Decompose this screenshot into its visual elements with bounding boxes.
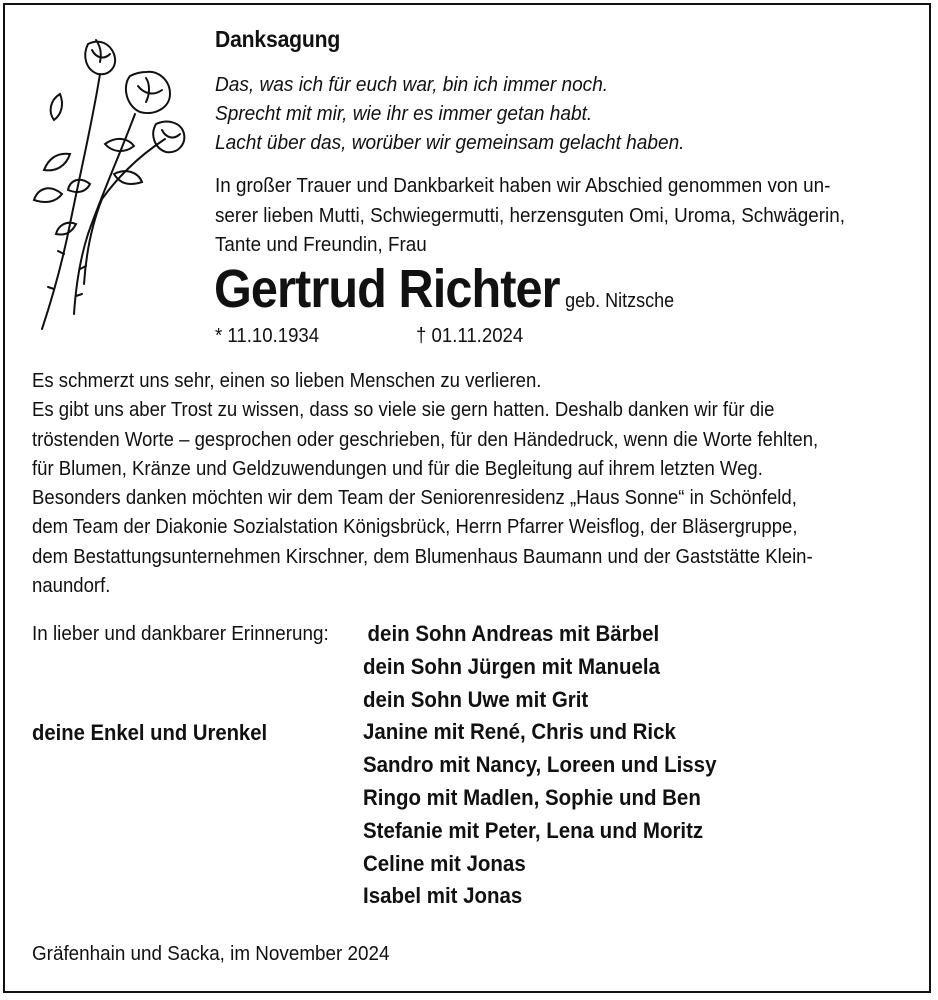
poem-line: Sprecht mit mir, wie ihr es immer getan habt. xyxy=(215,102,593,125)
mourner: dein Sohn Uwe mit Grit xyxy=(363,686,589,712)
mourner: Stefanie mit Peter, Lena und Moritz xyxy=(363,817,704,843)
body-line: für Blumen, Kränze und Geldzuwendungen und für die Begleitung auf ihrem letzten Weg. xyxy=(32,456,763,480)
heading: Danksagung xyxy=(215,26,341,52)
mourner: Janine mit René, Chris und Rick xyxy=(363,719,676,745)
intro-line: Tante und Freundin, Frau xyxy=(215,233,427,256)
poem-line: Lacht über das, worüber wir gemeinsam gelacht haben. xyxy=(215,131,685,154)
mourners-list xyxy=(363,618,716,913)
deceased-name-row xyxy=(214,258,674,320)
closing-place-date: Gräfenhain und Sacka, im November 2024 xyxy=(32,942,390,965)
intro-line: serer lieben Mutti, Schwiegermutti, herzensguten Omi, Uroma, Schwägerin, xyxy=(215,203,845,227)
body-line: tröstenden Worte – gesprochen oder geschrieben, für den Händedruck, wenn die Worte fehlten, xyxy=(32,427,819,451)
mourner: Sandro mit Nancy, Loreen und Lissy xyxy=(363,752,717,778)
mourner: dein Sohn Jürgen mit Manuela xyxy=(363,653,660,679)
death-date: † 01.11.2024 xyxy=(416,325,524,347)
mourner: Celine mit Jonas xyxy=(363,850,526,876)
mourner: Ringo mit Madlen, Sophie und Ben xyxy=(363,784,701,810)
intro-text xyxy=(215,171,845,260)
body-line: dem Team der Diakonie Sozialstation Königsbrück, Herrn Pfarrer Weisflog, der Bläsergruppe, xyxy=(32,515,798,539)
mourner: dein Sohn Andreas mit Bärbel xyxy=(367,621,660,646)
poem-line: Das, was ich für euch war, bin ich immer noch. xyxy=(215,73,609,96)
rose-illustration xyxy=(30,34,195,334)
body-line: Besonders danken möchten wir dem Team der Seniorenresidenz „Haus Sonne“ in Schönfeld, xyxy=(32,486,797,510)
intro-line: In großer Trauer und Dankbarkeit haben wir Abschied genommen von un- xyxy=(215,174,831,197)
body-line: Es schmerzt uns sehr, einen so lieben Menschen zu verlieren. xyxy=(32,369,542,392)
birth-name: geb. Nitzsche xyxy=(565,290,675,312)
poem xyxy=(215,70,684,157)
grandkids-label: deine Enkel und Urenkel xyxy=(32,720,268,745)
memory-label: In lieber und dankbarer Erinnerung: xyxy=(32,622,329,645)
body-line: naundorf. xyxy=(32,574,111,598)
thanks-text xyxy=(32,366,818,600)
body-line: dem Bestattungsunternehmen Kirschner, dem Blumenhaus Baumann und der Gaststätte Klein- xyxy=(32,544,813,568)
birth-date: * 11.10.1934 xyxy=(215,325,320,347)
body-line: Es gibt uns aber Trost zu wissen, dass so viele sie gern hatten. Deshalb danken wir für die xyxy=(32,398,775,422)
deceased-name: Gertrud Richter xyxy=(214,259,560,319)
mourner: Isabel mit Jonas xyxy=(363,883,523,909)
